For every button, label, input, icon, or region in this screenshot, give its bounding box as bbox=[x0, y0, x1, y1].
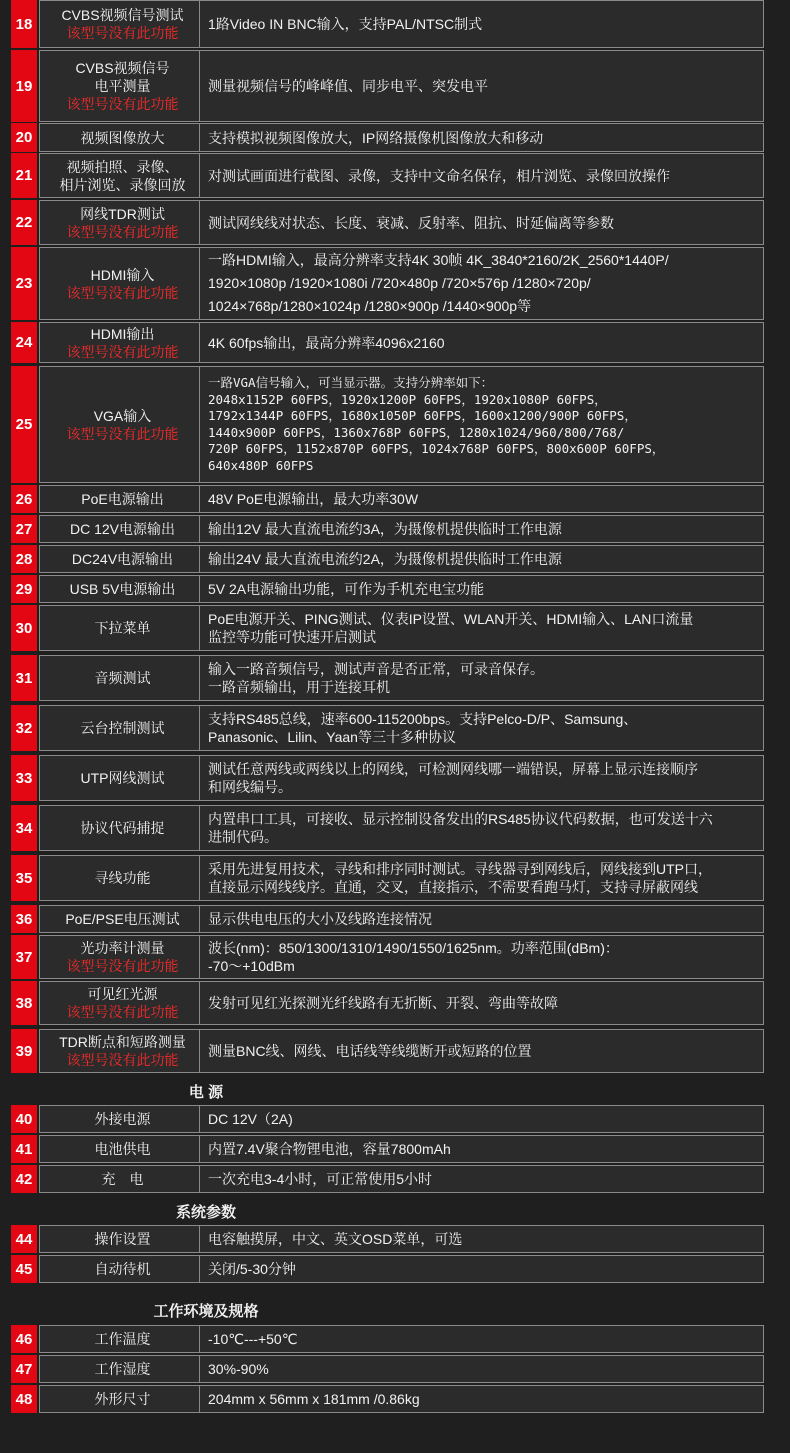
feature-description: 一路VGA信号输入，可当显示器。支持分辨率如下： 2048x1152P 60FPS，1920x1200P 60FPS，1920x1080P 60FPS， 1792x1344P 60FPS，1680x1050P 60FPS，1600x1200/900P 60FPS， 1440x900P 60FPS，1360x768P 60FPS，1280x1024/960/800/768/ 720P 60FPS，1152x870P 60FPS，1024x768P 60FPS，800x600P 60FPS， 640x480P 60FPS bbox=[199, 366, 764, 483]
spec-row bbox=[11, 575, 764, 603]
feature-description: 测量BNC线、网线、电话线等线缆断开或短路的位置 bbox=[199, 1029, 764, 1073]
unsupported-warning: 该型号没有此功能 bbox=[66, 958, 179, 974]
feature-name: 云台控制测试 bbox=[80, 720, 165, 736]
feature-description: 内置7.4V聚合物锂电池，容量7800mAh bbox=[199, 1135, 764, 1163]
feature-name: USB 5V电源输出 bbox=[69, 581, 176, 597]
item-number: 18 bbox=[11, 0, 37, 48]
feature-name: UTP网线测试 bbox=[80, 770, 165, 786]
feature-name-cell bbox=[39, 1029, 206, 1073]
spec-row bbox=[11, 1355, 764, 1383]
item-number: 26 bbox=[11, 485, 37, 513]
feature-description: -10℃---+50℃ bbox=[199, 1325, 764, 1353]
feature-name-cell bbox=[39, 515, 206, 543]
feature-name-cell bbox=[39, 755, 206, 801]
unsupported-warning: 该型号没有此功能 bbox=[66, 425, 179, 442]
item-number: 38 bbox=[11, 981, 37, 1025]
item-number: 35 bbox=[11, 855, 37, 901]
feature-name: CVBS视频信号 电平测量 bbox=[75, 60, 170, 94]
feature-description: 5V 2A电源输出功能，可作为手机充电宝功能 bbox=[199, 575, 764, 603]
section-heading-system: 系统参数 bbox=[175, 1204, 236, 1221]
feature-description: 对测试画面进行截图、录像，支持中文命名保存，相片浏览、录像回放操作 bbox=[199, 153, 764, 198]
feature-name-cell bbox=[39, 905, 206, 933]
spec-row bbox=[11, 366, 764, 483]
unsupported-warning: 该型号没有此功能 bbox=[66, 284, 179, 301]
item-number: 32 bbox=[11, 705, 37, 751]
feature-description: 测试网线线对状态、长度、衰减、反射率、阻抗、时延偏离等参数 bbox=[199, 200, 764, 245]
feature-name-cell bbox=[39, 705, 206, 751]
spec-row bbox=[11, 755, 764, 801]
section-heading-env: 工作环境及规格 bbox=[153, 1303, 259, 1320]
feature-name: DC 12V电源输出 bbox=[69, 521, 176, 537]
unsupported-warning: 该型号没有此功能 bbox=[66, 96, 179, 112]
feature-name: PoE电源输出 bbox=[81, 491, 164, 507]
feature-name-cell bbox=[39, 200, 206, 245]
feature-name-cell bbox=[39, 805, 206, 851]
feature-name: 自动待机 bbox=[94, 1261, 151, 1277]
item-number: 20 bbox=[11, 123, 37, 152]
feature-name: HDMI输入 bbox=[90, 266, 155, 283]
feature-description: 30%-90% bbox=[199, 1355, 764, 1383]
feature-name-cell bbox=[39, 153, 206, 198]
feature-description: 内置串口工具，可接收、显示控制设备发出的RS485协议代码数据，也可发送十六 进制代码。 bbox=[199, 805, 764, 851]
feature-name-cell bbox=[39, 485, 206, 513]
item-number: 19 bbox=[11, 50, 37, 122]
spec-row bbox=[11, 605, 764, 651]
feature-name: 光功率计测量 bbox=[80, 940, 165, 956]
feature-description: 电容触摸屏，中文、英文OSD菜单，可选 bbox=[199, 1225, 764, 1253]
item-number: 30 bbox=[11, 605, 37, 651]
feature-name: 可见红光源 bbox=[87, 986, 158, 1002]
spec-row bbox=[11, 1165, 764, 1193]
feature-name-cell bbox=[39, 50, 206, 122]
feature-name-cell bbox=[39, 1255, 206, 1283]
spec-row bbox=[11, 1105, 764, 1133]
feature-name-cell bbox=[39, 575, 206, 603]
item-number: 36 bbox=[11, 905, 37, 933]
spec-row bbox=[11, 1225, 764, 1253]
unsupported-warning: 该型号没有此功能 bbox=[66, 343, 179, 360]
feature-name-cell bbox=[39, 605, 206, 651]
feature-name: 外形尺寸 bbox=[94, 1391, 151, 1407]
feature-name: PoE/PSE电压测试 bbox=[65, 911, 180, 927]
feature-name-cell bbox=[39, 1225, 206, 1253]
feature-description: 采用先进复用技术，寻线和排序同时测试。寻线器寻到网线后，网线接到UTP口， 直接显示网线线序。直通，交叉，直接指示，不需要看跑马灯，支持寻屏蔽网线 bbox=[199, 855, 764, 901]
feature-description: 波长(nm)：850/1300/1310/1490/1550/1625nm。功率范围(dBm)： -70～+10dBm bbox=[199, 935, 764, 979]
item-number: 46 bbox=[11, 1325, 37, 1353]
feature-description: DC 12V（2A) bbox=[199, 1105, 764, 1133]
item-number: 45 bbox=[11, 1255, 37, 1283]
spec-row bbox=[11, 200, 764, 245]
item-number: 44 bbox=[11, 1225, 37, 1253]
item-number: 33 bbox=[11, 755, 37, 801]
item-number: 27 bbox=[11, 515, 37, 543]
feature-name-cell bbox=[39, 1325, 206, 1353]
spec-row bbox=[11, 545, 764, 573]
feature-description: 显示供电电压的大小及线路连接情况 bbox=[199, 905, 764, 933]
spec-row bbox=[11, 1325, 764, 1353]
spec-row bbox=[11, 655, 764, 701]
feature-description: 输入一路音频信号，测试声音是否正常，可录音保存。 一路音频输出，用于连接耳机 bbox=[199, 655, 764, 701]
feature-name: CVBS视频信号测试 bbox=[61, 7, 184, 23]
item-number: 47 bbox=[11, 1355, 37, 1383]
spec-row bbox=[11, 153, 764, 198]
feature-name-cell bbox=[39, 366, 206, 483]
feature-name-cell bbox=[39, 855, 206, 901]
item-number: 24 bbox=[11, 322, 37, 363]
feature-description: 一路HDMI输入，最高分辨率支持4K 30帧 4K_3840*2160/2K_2560*1440P/ 1920×1080p /1920×1080i /720×480p /720×576p /1280×720p/ 1024×768p/1280×1024p /1280×900p /1440×900p等 bbox=[199, 247, 764, 320]
spec-row bbox=[11, 905, 764, 933]
feature-description: 48V PoE电源输出，最大功率30W bbox=[199, 485, 764, 513]
spec-row bbox=[11, 515, 764, 543]
unsupported-warning: 该型号没有此功能 bbox=[66, 1004, 179, 1020]
feature-description: 测试任意两线或两线以上的网线，可检测网线哪一端错误，屏幕上显示连接顺序 和网线编号。 bbox=[199, 755, 764, 801]
item-number: 41 bbox=[11, 1135, 37, 1163]
item-number: 21 bbox=[11, 153, 37, 198]
item-number: 42 bbox=[11, 1165, 37, 1193]
unsupported-warning: 该型号没有此功能 bbox=[66, 223, 179, 240]
feature-name: DC24V电源输出 bbox=[71, 551, 174, 567]
item-number: 39 bbox=[11, 1029, 37, 1073]
feature-description: 4K 60fps输出，最高分辨率4096x2160 bbox=[199, 322, 764, 363]
spec-row bbox=[11, 322, 764, 363]
feature-name: 音频测试 bbox=[94, 670, 151, 686]
item-number: 37 bbox=[11, 935, 37, 979]
feature-name: HDMI输出 bbox=[90, 325, 155, 342]
item-number: 28 bbox=[11, 545, 37, 573]
feature-description: 输出12V 最大直流电流约3A，为摄像机提供临时工作电源 bbox=[199, 515, 764, 543]
feature-name: 下拉菜单 bbox=[94, 620, 151, 636]
spec-row bbox=[11, 855, 764, 901]
spec-row bbox=[11, 1255, 764, 1283]
feature-name-cell bbox=[39, 0, 206, 48]
feature-name-cell bbox=[39, 123, 206, 152]
item-number: 40 bbox=[11, 1105, 37, 1133]
unsupported-warning: 该型号没有此功能 bbox=[66, 1052, 179, 1068]
item-number: 31 bbox=[11, 655, 37, 701]
spec-row bbox=[11, 1029, 764, 1073]
feature-name-cell bbox=[39, 1165, 206, 1193]
feature-description: 关闭/5-30分钟 bbox=[199, 1255, 764, 1283]
feature-description: 支持模拟视频图像放大，IP网络摄像机图像放大和移动 bbox=[199, 123, 764, 152]
feature-name: 视频拍照、录像、 相片浏览、录像回放 bbox=[59, 158, 186, 193]
feature-name: 工作温度 bbox=[94, 1331, 151, 1347]
item-number: 29 bbox=[11, 575, 37, 603]
feature-name: 网线TDR测试 bbox=[80, 205, 165, 222]
spec-row bbox=[11, 1135, 764, 1163]
spec-row bbox=[11, 123, 764, 152]
item-number: 22 bbox=[11, 200, 37, 245]
feature-name-cell bbox=[39, 247, 206, 320]
feature-description: 204mm x 56mm x 181mm /0.86kg bbox=[199, 1385, 764, 1413]
feature-name-cell bbox=[39, 322, 206, 363]
feature-name: 视频图像放大 bbox=[80, 129, 165, 146]
item-number: 34 bbox=[11, 805, 37, 851]
feature-name: 工作湿度 bbox=[94, 1361, 151, 1377]
feature-description: 发射可见红光探测光纤线路有无折断、开裂、弯曲等故障 bbox=[199, 981, 764, 1025]
spec-row bbox=[11, 0, 764, 48]
spec-row bbox=[11, 935, 764, 979]
feature-description: 一次充电3-4小时，可正常使用5小时 bbox=[199, 1165, 764, 1193]
spec-row bbox=[11, 1385, 764, 1413]
feature-description: 测量视频信号的峰峰值、同步电平、突发电平 bbox=[199, 50, 764, 122]
spec-row bbox=[11, 485, 764, 513]
feature-name-cell bbox=[39, 981, 206, 1025]
feature-name: 充 电 bbox=[101, 1171, 144, 1187]
feature-name-cell bbox=[39, 935, 206, 979]
item-number: 23 bbox=[11, 247, 37, 320]
item-number: 48 bbox=[11, 1385, 37, 1413]
unsupported-warning: 该型号没有此功能 bbox=[66, 25, 179, 41]
feature-name: TDR断点和短路测量 bbox=[59, 1034, 186, 1050]
feature-description: 输出24V 最大直流电流约2A，为摄像机提供临时工作电源 bbox=[199, 545, 764, 573]
spec-row bbox=[11, 981, 764, 1025]
feature-name: 外接电源 bbox=[94, 1111, 151, 1127]
section-heading-power: 电 源 bbox=[188, 1084, 224, 1101]
feature-name-cell bbox=[39, 655, 206, 701]
feature-name-cell bbox=[39, 1105, 206, 1133]
feature-name: 操作设置 bbox=[94, 1231, 151, 1247]
spec-row bbox=[11, 50, 764, 122]
item-number: 25 bbox=[11, 366, 37, 483]
feature-name: VGA输入 bbox=[93, 407, 152, 424]
feature-name: 电池供电 bbox=[94, 1141, 151, 1157]
feature-name-cell bbox=[39, 545, 206, 573]
feature-name: 协议代码捕捉 bbox=[80, 820, 165, 836]
feature-name: 寻线功能 bbox=[94, 870, 151, 886]
spec-row bbox=[11, 705, 764, 751]
feature-name-cell bbox=[39, 1135, 206, 1163]
feature-name-cell bbox=[39, 1385, 206, 1413]
feature-name-cell bbox=[39, 1355, 206, 1383]
spec-row bbox=[11, 805, 764, 851]
feature-description: 1路Video IN BNC输入，支持PAL/NTSC制式 bbox=[199, 0, 764, 48]
feature-description: PoE电源开关、PING测试、仪表IP设置、WLAN开关、HDMI输入、LAN口流量 监控等功能可快速开启测试 bbox=[199, 605, 764, 651]
feature-description: 支持RS485总线，速率600-115200bps。支持Pelco-D/P、Samsung、 Panasonic、Lilin、Yaan等三十多种协议 bbox=[199, 705, 764, 751]
spec-row bbox=[11, 247, 764, 320]
